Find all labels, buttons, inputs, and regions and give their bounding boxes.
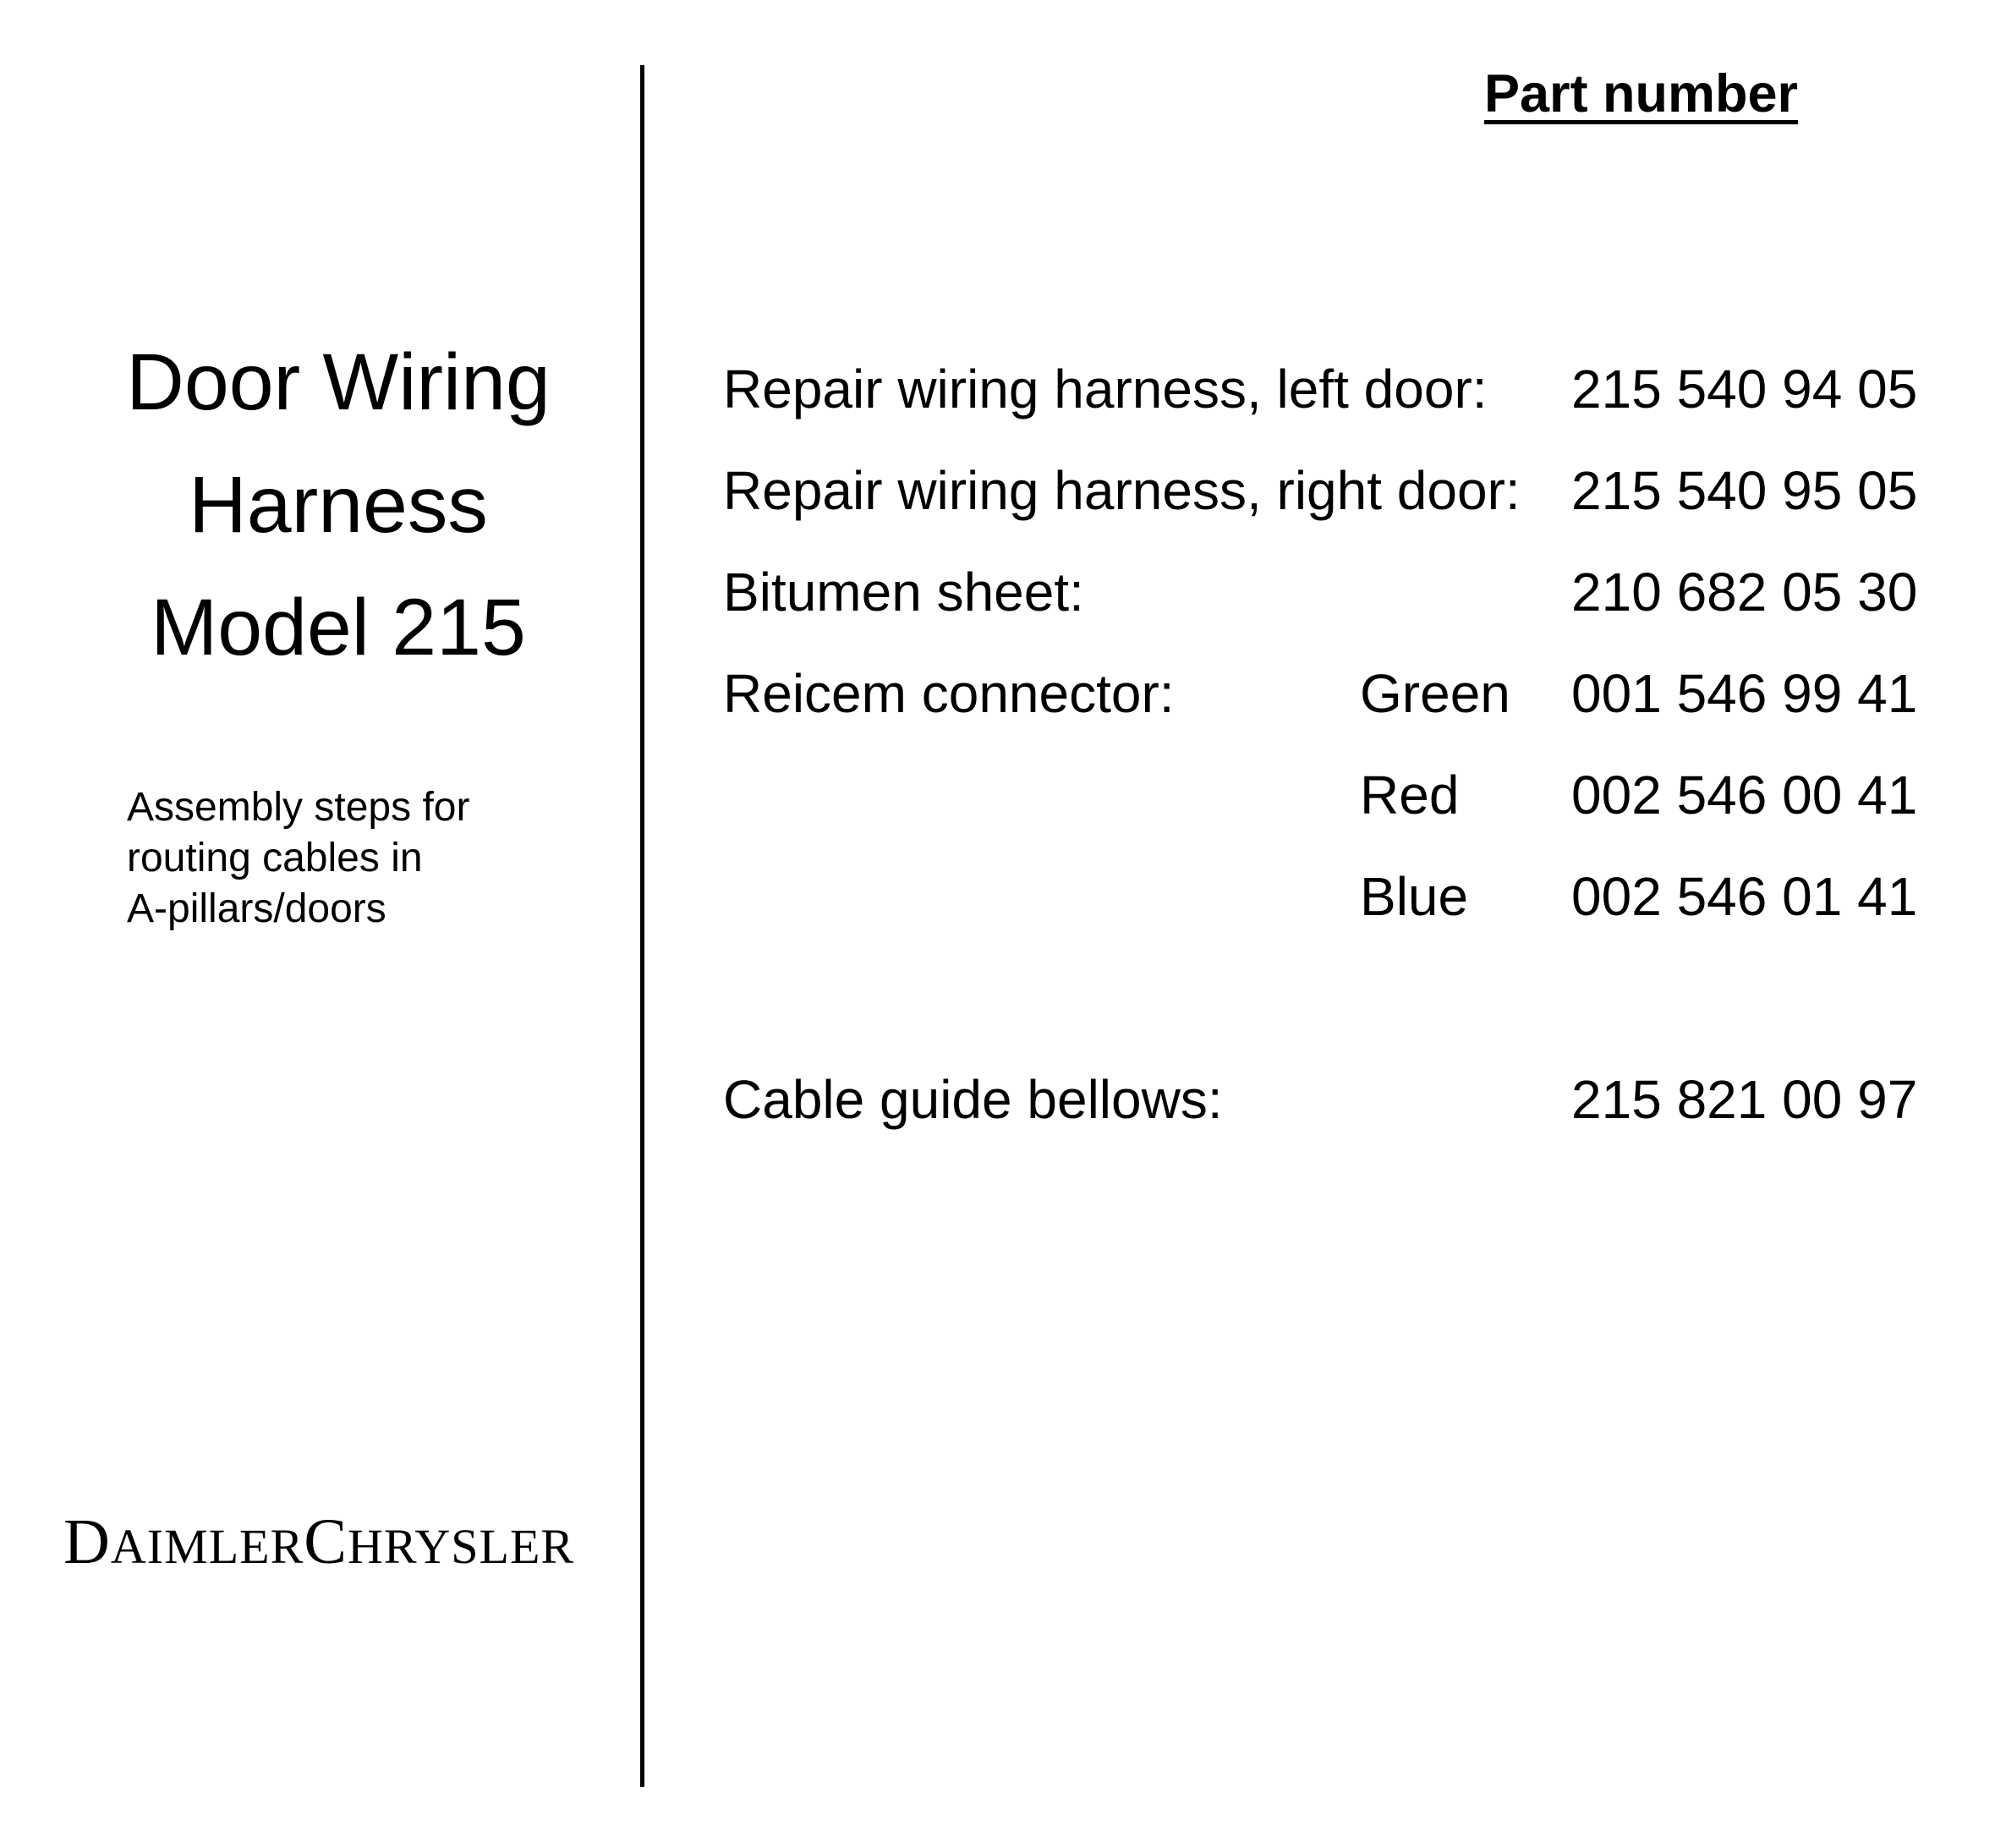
part-number: 215 540 95 05 xyxy=(1571,460,1918,521)
part-label: Repair wiring harness, left door: xyxy=(723,359,1488,420)
title-line-3: Model 215 xyxy=(151,583,526,672)
part-number-header: Part number xyxy=(1484,64,1799,123)
part-label: Bitumen sheet: xyxy=(723,562,1084,622)
part-row xyxy=(0,863,1995,930)
part-row xyxy=(0,660,1995,727)
part-row xyxy=(0,355,1995,423)
part-variant: Green xyxy=(1360,663,1510,724)
part-number: 001 546 99 41 xyxy=(1571,663,1918,724)
subtitle-line-2: routing cables in xyxy=(127,836,423,880)
daimlerchrysler-logo: DAIMLERCHRYSLER xyxy=(63,1506,575,1577)
part-number: 210 682 05 30 xyxy=(1571,562,1918,622)
part-label: Repair wiring harness, right door: xyxy=(723,460,1521,521)
part-number: 215 821 00 97 xyxy=(1571,1069,1918,1130)
part-row xyxy=(0,761,1995,829)
subtitle-line-3: A-pillars/doors xyxy=(127,886,386,931)
part-row xyxy=(0,558,1995,626)
title-line-1: Door Wiring xyxy=(126,337,551,427)
part-variant: Blue xyxy=(1360,866,1469,927)
part-number: 002 546 01 41 xyxy=(1571,866,1918,927)
part-row xyxy=(0,1066,1995,1133)
part-variant: Red xyxy=(1360,765,1460,825)
subtitle-line-1: Assembly steps for xyxy=(127,785,470,830)
part-row xyxy=(0,457,1995,524)
title-line-2: Harness xyxy=(189,460,488,550)
part-label: Cable guide bellows: xyxy=(723,1069,1223,1130)
part-number: 002 546 00 41 xyxy=(1571,765,1918,825)
part-number: 215 540 94 05 xyxy=(1571,359,1918,420)
part-label: Reicem connector: xyxy=(723,663,1175,724)
